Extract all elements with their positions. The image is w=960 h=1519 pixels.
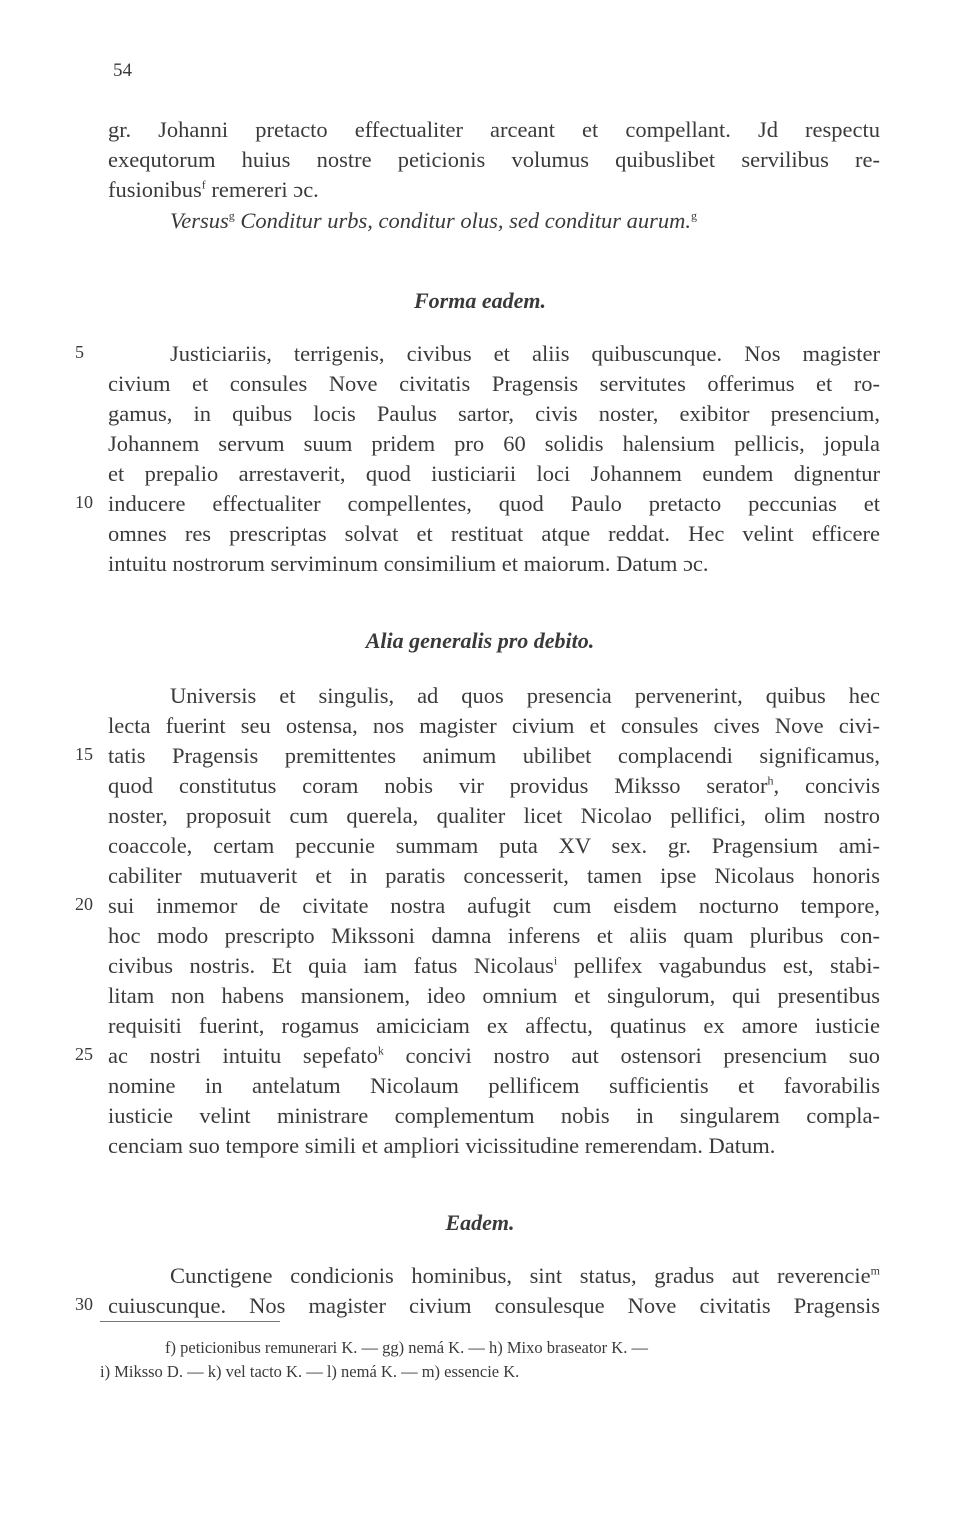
footnote-ref: k [377,1043,384,1058]
versus-line: Versus$^g$ Conditur urbs, conditur olus, sed conditur aurum.$^g$ [170,208,698,233]
text-line: quod constitutus coram nobis vir providus Miksso serator$^h$, concivis [108,773,880,798]
text-line: requisiti fuerint, rogamus amiciciam ex affectu, quatinus ex amore iusticie [108,1013,880,1038]
text-line: gamus, in quibus locis Paulus sartor, civis noster, exibitor presencium, [108,401,880,426]
text-line: omnes res prescriptas solvat et restituat atque reddat. Hec velint efficere [108,521,880,546]
footnote-ref: f [201,177,206,192]
text-line: iusticie velint ministrare complementum nobis in singularem compla- [108,1103,880,1128]
text-line: inducere effectualiter compellentes, quod Paulo pretacto peccunias et [108,491,880,516]
text-line: Justiciariis, terrigenis, civibus et aliis quibuscunque. Nos magister [170,341,880,366]
text-line: intuitu nostrorum serviminum consimilium et maiorum. Datum ɔc. [108,551,709,576]
text-line: hoc modo prescripto Mikssoni damna inferens et aliis quam pluribus con- [108,923,880,948]
line-number: 15 [75,744,93,764]
text-line: Johannem servum suum pridem pro 60 solidis halensium pellicis, jopula [108,431,880,456]
line-number: 5 [75,342,84,362]
text-line: lecta fuerint seu ostensa, nos magister civium et consules cives Nove civi- [108,713,880,738]
text-line: fusionibus$^f$ remereri ɔc. [108,177,319,202]
line-number: 25 [75,1044,93,1064]
text-line: Cunctigene condicionis hominibus, sint status, gradus aut reverencie$^m$ [170,1263,880,1288]
footnote-ref: i [553,953,558,968]
footnote-line: f) peticionibus remunerari K. — gg) nemá K. — h) Mixo braseator K. — [165,1338,648,1357]
text-line: litam non habens mansionem, ideo omnium et singulorum, qui presentibus [108,983,880,1008]
text-line: exequtorum huius nostre peticionis volumus quibuslibet servilibus re- [108,147,880,172]
text-line: noster, proposuit cum querela, qualiter licet Nicolao pellifici, olim nostro [108,803,880,828]
section-heading: Forma eadem. [414,288,546,313]
text-line: gr. Johanni pretacto effectualiter arceant et compellant. Jd respectu [108,117,880,142]
text-line: ac nostri intuitu sepefato$^k$ concivi nostro aut ostensori presencium suo [108,1043,880,1068]
footnote-line: i) Miksso D. — k) vel tacto K. — l) nemá K. — m) essencie K. [100,1362,520,1381]
line-number: 30 [75,1294,93,1314]
text-line: Universis et singulis, ad quos presencia pervenerint, quibus hec [170,683,880,708]
text-line: civium et consules Nove civitatis Pragensis servitutes offerimus et ro- [108,371,880,396]
text-line: sui inmemor de civitate nostra aufugit cum eisdem nocturno tempore, [108,893,880,918]
text-line: et prepalio arrestaverit, quod iusticiarii loci Johannem eundem dignentur [108,461,880,486]
line-number: 10 [75,492,93,512]
text-line: tatis Pragensis premittentes animum ubilibet complacendi significamus, [108,743,880,768]
text-line: coaccole, certam peccunie summam puta XV sex. gr. Pragensium ami- [108,833,880,858]
footnote-ref: m [870,1263,880,1278]
text-line: cabiliter mutuaverit et in paratis concesserit, tamen ipse Nicolaus honoris [108,863,880,888]
text-line: civibus nostris. Et quia iam fatus Nicolaus$^i$ pellifex vagabundus est, stabi- [108,953,880,978]
line-number: 20 [75,894,93,914]
text-line: nomine in antelatum Nicolaum pellificem sufficientis et favorabilis [108,1073,880,1098]
footnote-ref: h [767,773,774,788]
footnote-rule [100,1321,280,1322]
page-number: 54 [113,60,132,81]
section-heading: Eadem. [445,1210,515,1235]
section-heading: Alia generalis pro debito. [365,628,595,653]
text-line: cenciam suo tempore simili et ampliori vicissitudine remerendam. Datum. [108,1133,776,1158]
text-line: cuiuscunque. Nos magister civium consulesque Nove civitatis Pragensis [108,1293,880,1318]
